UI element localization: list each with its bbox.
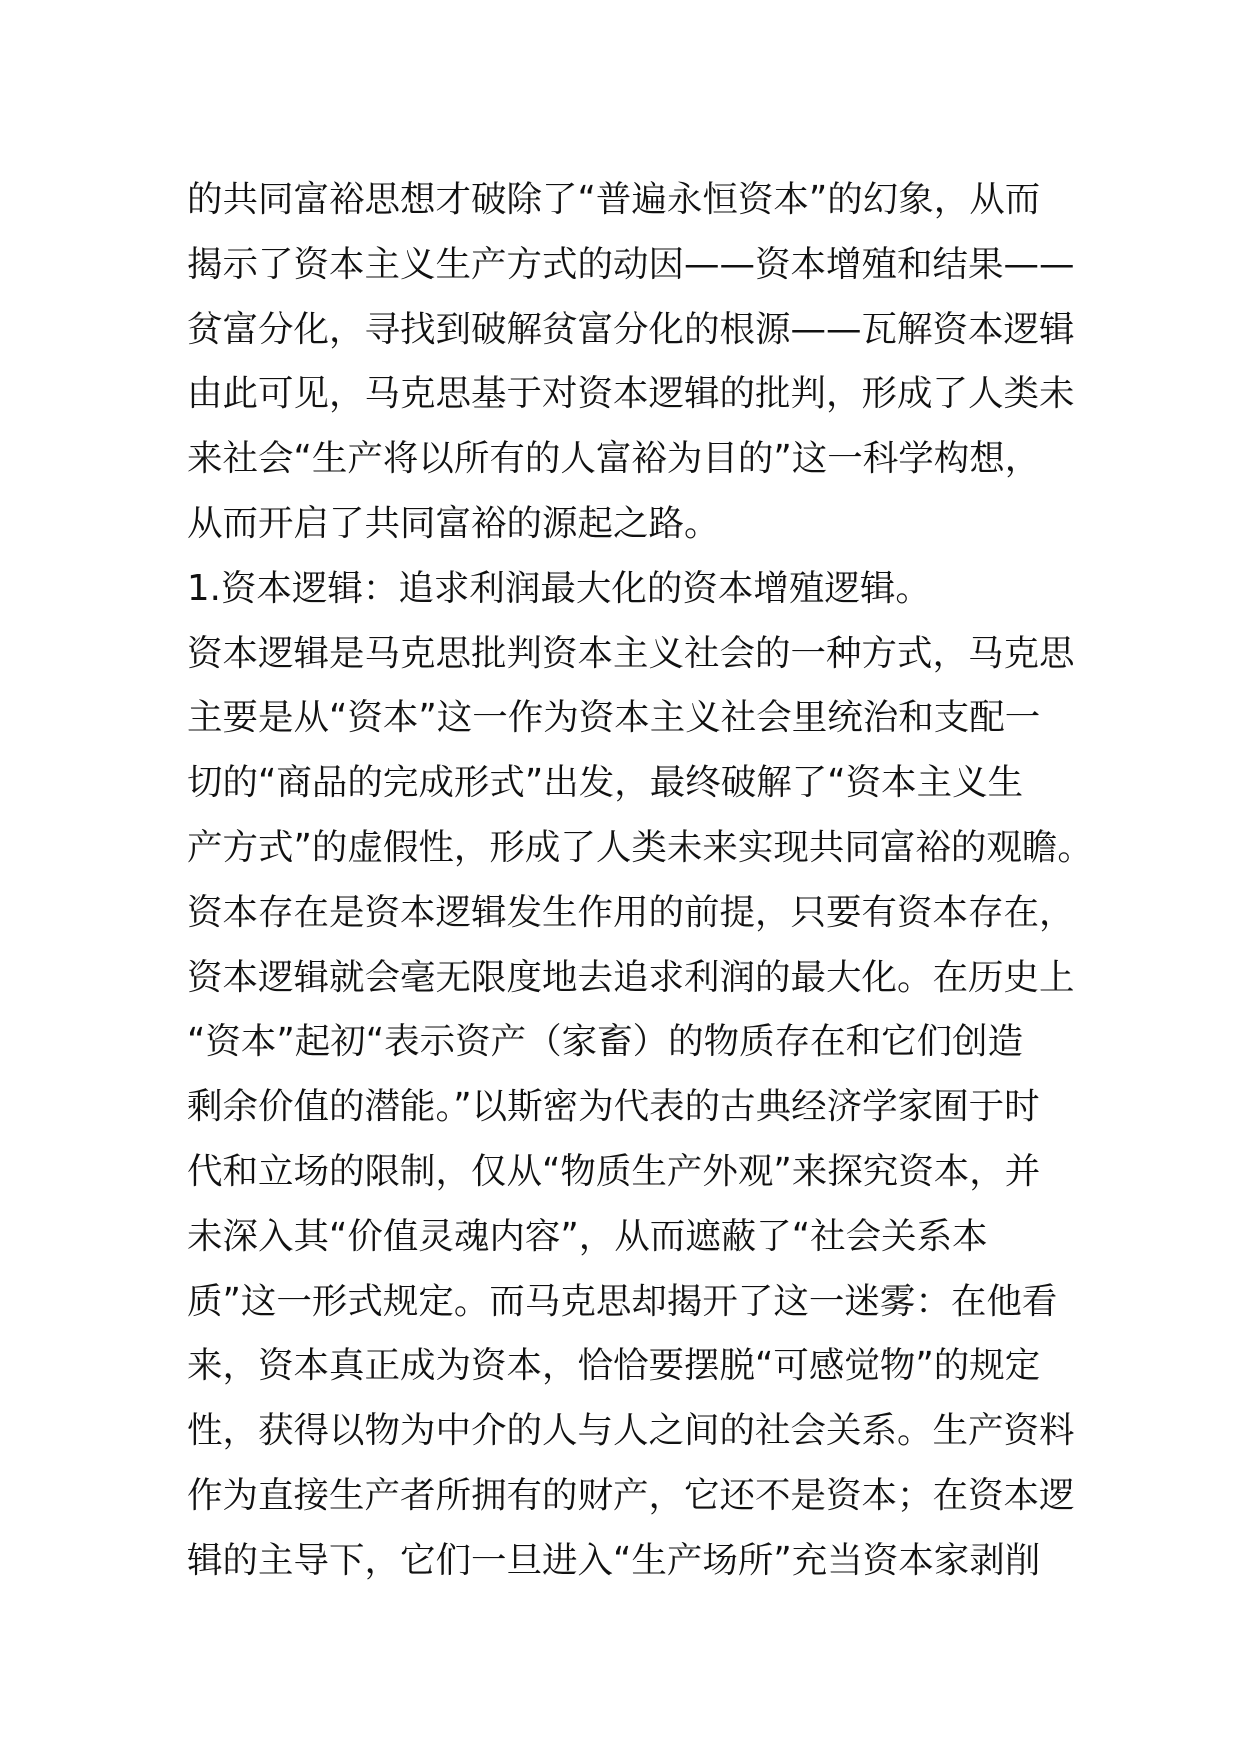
- text-line: 主要是从“资本”这一作为资本主义社会里统治和支配一: [187, 697, 1041, 739]
- text-line: 辑的主导下，它们一旦进入“生产场所”充当资本家剥削: [187, 1539, 1041, 1581]
- body-text: [187, 168, 1093, 1594]
- text-line: 贫富分化，寻找到破解贫富分化的根源——瓦解资本逻辑: [187, 308, 1075, 350]
- text-line: 来，资本真正成为资本，恰恰要摆脱“可感觉物”的规定: [187, 1345, 1041, 1387]
- text-line: 的共同富裕思想才破除了“普遍永恒资本”的幻象，从而: [187, 179, 1041, 220]
- text-line: 揭示了资本主义生产方式的动因——资本增殖和结果——: [187, 243, 1075, 285]
- text-line: 资本逻辑就会毫无限度地去追求利润的最大化。在历史上: [187, 956, 1075, 998]
- text-line: 资本存在是资本逻辑发生作用的前提，只要有资本存在，: [187, 891, 1075, 933]
- text-line: 来社会“生产将以所有的人富裕为目的”这一科学构想，: [187, 438, 1041, 480]
- section-heading: 1.资本逻辑：追求利润最大化的资本增殖逻辑。: [187, 567, 931, 609]
- text-line: 剩余价值的潜能。”以斯密为代表的古典经济学家囿于时: [187, 1086, 1040, 1128]
- text-line: 由此可见，马克思基于对资本逻辑的批判，形成了人类未: [187, 373, 1075, 415]
- text-line: 未深入其“价值灵魂内容”，从而遮蔽了“社会关系本: [187, 1215, 988, 1257]
- text-line: “资本”起初“表示资产（家畜）的物质存在和它们创造: [187, 1021, 1024, 1063]
- text-line: 代和立场的限制，仅从“物质生产外观”来探究资本，并: [187, 1150, 1041, 1192]
- text-line: 质”这一形式规定。而马克思却揭开了这一迷雾：在他看: [187, 1280, 1058, 1322]
- text-line: 从而开启了共同富裕的源起之路。: [187, 502, 720, 544]
- text-line: 切的“商品的完成形式”出发，最终破解了“资本主义生: [187, 762, 1024, 804]
- text-line: 性，获得以物为中介的人与人之间的社会关系。生产资料: [187, 1410, 1075, 1452]
- text-line: 产方式”的虚假性，形成了人类未来实现共同富裕的观瞻。: [187, 826, 1093, 868]
- text-line: 作为直接生产者所拥有的财产，它还不是资本；在资本逻: [187, 1474, 1075, 1516]
- text-line: 资本逻辑是马克思批判资本主义社会的一种方式，马克思: [187, 632, 1075, 674]
